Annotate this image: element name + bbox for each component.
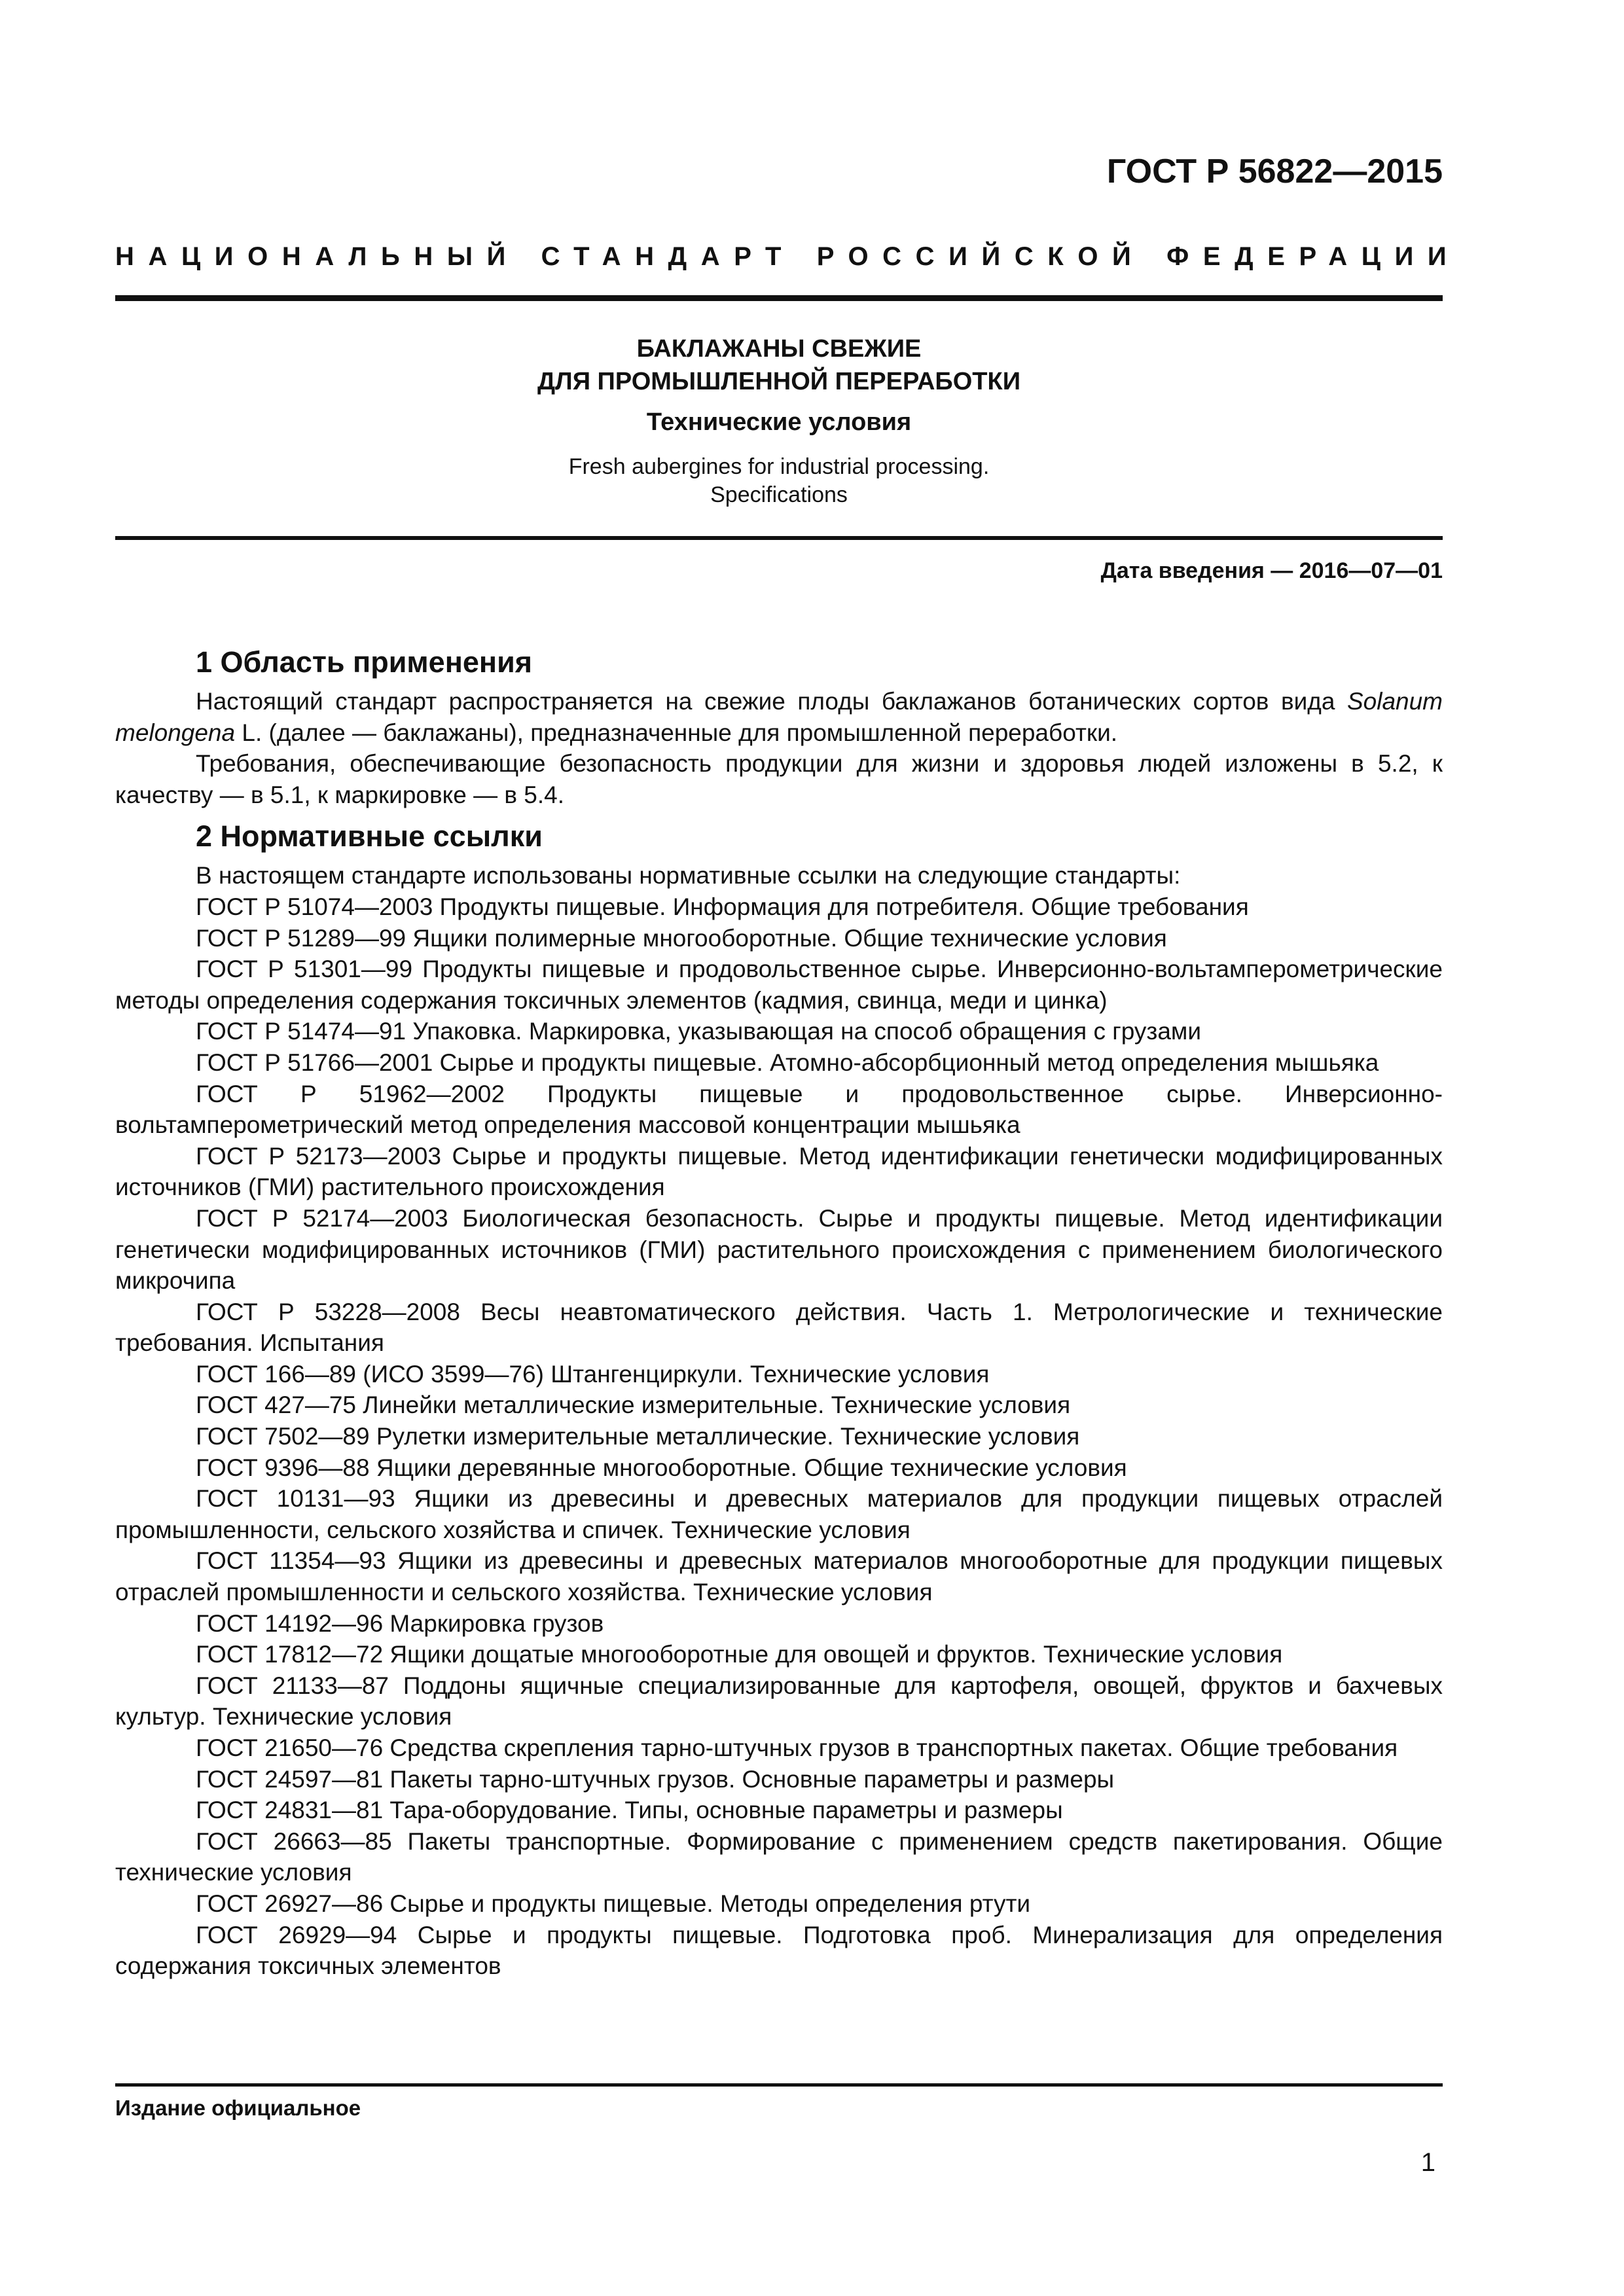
- reference-item: ГОСТ Р 51301—99 Продукты пищевые и продовольственное сырье. Инверсионно-вольтамперометрические методы определения содержания токсичных элементов (кадмия, свинца, меди и цинка): [115, 956, 1443, 1014]
- footer-divider: [115, 2083, 1443, 2087]
- reference-item: ГОСТ 26927—86 Сырье и продукты пищевые. Методы определения ртути: [196, 1890, 1031, 1917]
- reference-item: ГОСТ Р 51289—99 Ящики полимерные многооборотные. Общие технические условия: [196, 924, 1167, 952]
- national-standard-banner: НАЦИОНАЛЬНЫЙ СТАНДАРТ РОССИЙСКОЙ ФЕДЕРАЦИИ: [115, 242, 1461, 271]
- page-number: 1: [1420, 2148, 1435, 2177]
- reference-item: ГОСТ 14192—96 Маркировка грузов: [196, 1609, 604, 1637]
- reference-item: ГОСТ Р 51074—2003 Продукты пищевые. Информация для потребителя. Общие требования: [196, 893, 1249, 920]
- section-1-heading: 1 Область применения: [196, 645, 533, 679]
- official-edition-note: Издание официальное: [115, 2096, 361, 2120]
- reference-item: ГОСТ Р 52174—2003 Биологическая безопасность. Сырье и продукты пищевые. Метод идентификации генетически модифицированных источников (ГМИ) растительного происхождения с применением биологического микрочипа: [115, 1204, 1443, 1295]
- reference-item: ГОСТ Р 53228—2008 Весы неавтоматического действия. Часть 1. Метрологические и технические требования. Испытания: [115, 1298, 1443, 1357]
- title-block: [115, 332, 1443, 509]
- reference-item: ГОСТ Р 51962—2002 Продукты пищевые и продовольственное сырье. Инверсионно-вольтамперометрический метод определения массовой концентрации мышьяка: [115, 1080, 1443, 1139]
- reference-item: ГОСТ 9396—88 Ящики деревянные многооборотные. Общие технические условия: [196, 1454, 1127, 1481]
- section-2-intro: В настоящем стандарте использованы нормативные ссылки на следующие стандарты:: [196, 862, 1181, 889]
- top-divider: [115, 295, 1443, 301]
- scope-text-end: L. (далее — баклажаны), предназначенные для промышленной переработки.: [235, 719, 1118, 746]
- reference-item: ГОСТ 24831—81 Тара-оборудование. Типы, основные параметры и размеры: [196, 1797, 1063, 1824]
- english-title-line-1: Fresh aubergines for industrial processing.: [568, 454, 990, 479]
- species-name: Solanum melongena: [115, 688, 1443, 746]
- reference-item: ГОСТ 11354—93 Ящики из древесины и древесных материалов многооборотные для продукции пищевых отраслей промышленности и сельского хозяйства. Технические условия: [115, 1547, 1443, 1606]
- scope-text-start: Настоящий стандарт распространяется на свежие плоды баклажанов ботанических сортов вида: [196, 688, 1347, 715]
- english-title: [115, 453, 1443, 509]
- document-body: [115, 643, 1443, 1982]
- english-title-line-2: Specifications: [710, 482, 848, 507]
- reference-list: [115, 891, 1443, 1982]
- reference-item: ГОСТ 10131—93 Ящики из древесины и древесных материалов для продукции пищевых отраслей промышленности, сельского хозяйства и спичек. Технические условия: [115, 1485, 1443, 1543]
- reference-item: ГОСТ 21133—87 Поддоны ящичные специализированные для картофеля, овощей, фруктов и бахчевых культур. Технические условия: [115, 1672, 1443, 1731]
- document-code: ГОСТ Р 56822—2015: [1106, 152, 1443, 190]
- reference-item: ГОСТ 427—75 Линейки металлические измерительные. Технические условия: [196, 1391, 1071, 1419]
- reference-item: ГОСТ 17812—72 Ящики дощатые многооборотные для овощей и фруктов. Технические условия: [196, 1641, 1283, 1668]
- title-line-1: БАКЛАЖАНЫ СВЕЖИЕ: [636, 335, 922, 363]
- introduction-date: Дата введения — 2016—07—01: [1100, 558, 1443, 583]
- reference-item: ГОСТ 166—89 (ИСО 3599—76) Штангенциркули. Технические условия: [196, 1360, 990, 1388]
- title-line-2: ДЛЯ ПРОМЫШЛЕННОЙ ПЕРЕРАБОТКИ: [537, 368, 1021, 395]
- section-1-paragraph-1: [115, 686, 1443, 748]
- document-subtitle: Технические условия: [646, 408, 912, 436]
- reference-item: ГОСТ Р 51474—91 Упаковка. Маркировка, указывающая на способ обращения с грузами: [196, 1018, 1202, 1045]
- reference-item: ГОСТ 21650—76 Средства скрепления тарно-штучных грузов в транспортных пакетах. Общие требования: [196, 1734, 1398, 1761]
- section-2-heading: 2 Нормативные ссылки: [196, 819, 543, 853]
- title-divider: [115, 536, 1443, 540]
- reference-item: ГОСТ Р 51766—2001 Сырье и продукты пищевые. Атомно-абсорбционный метод определения мышьяка: [196, 1049, 1379, 1076]
- reference-item: ГОСТ 26929—94 Сырье и продукты пищевые. Подготовка проб. Минерализация для определения содержания токсичных элементов: [115, 1921, 1443, 1980]
- reference-item: ГОСТ 26663—85 Пакеты транспортные. Формирование с применением средств пакетирования. Общие технические условия: [115, 1827, 1443, 1886]
- section-1-paragraph-2: Требования, обеспечивающие безопасность продукции для жизни и здоровья людей изложены в 5.2, к качеству — в 5.1, к маркировке — в 5.4.: [115, 750, 1443, 808]
- reference-item: ГОСТ 24597—81 Пакеты тарно-штучных грузов. Основные параметры и размеры: [196, 1765, 1115, 1793]
- reference-item: ГОСТ Р 52173—2003 Сырье и продукты пищевые. Метод идентификации генетически модифицированных источников (ГМИ) растительного происхождения: [115, 1142, 1443, 1201]
- reference-item: ГОСТ 7502—89 Рулетки измерительные металлические. Технические условия: [196, 1423, 1080, 1450]
